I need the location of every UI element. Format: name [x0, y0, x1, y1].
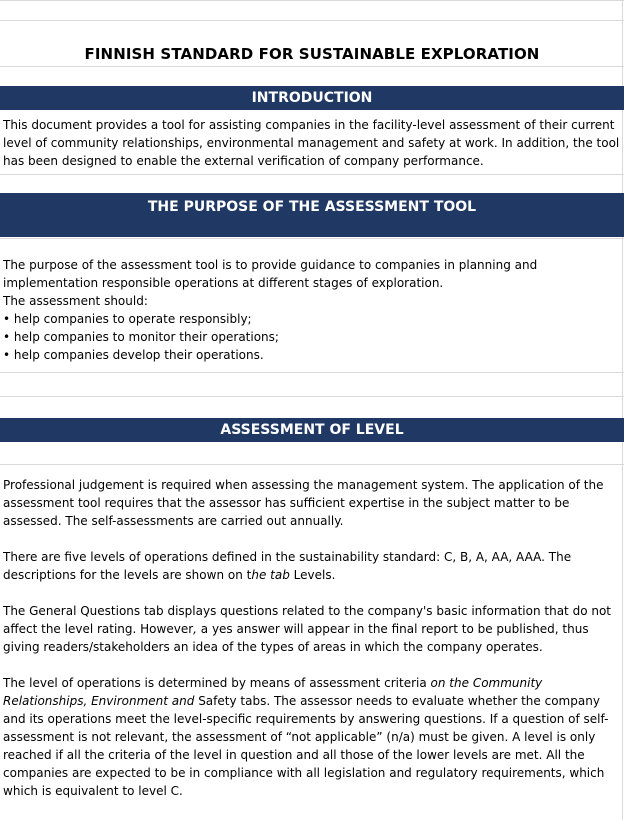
introduction-paragraph: This document provides a tool for assisting companies in the facility-level assessment of their current level of community relationships, environmental management and safety at work. In addition, the tool has been designed to enable the external verification of company performance. — [3, 118, 620, 168]
assessment-paragraph-4-italic: on the Community Relationships, Environment and — [3, 676, 543, 708]
assessment-paragraph-4 — [3, 674, 621, 800]
assessment-paragraph-2-italic: he tab — [251, 568, 290, 582]
assessment-paragraph-2-part: Levels. — [289, 568, 336, 582]
assessment-paragraph-3-italic: , — [193, 622, 197, 636]
document-title: FINNISH STANDARD FOR SUSTAINABLE EXPLORATION — [84, 45, 540, 63]
purpose-heading-text: THE PURPOSE OF THE ASSESSMENT TOOL — [147, 199, 477, 215]
introduction-heading-text: INTRODUCTION — [251, 90, 373, 106]
assessment-paragraph-3 — [3, 602, 621, 656]
purpose-heading — [0, 193, 624, 237]
assessment-heading — [0, 418, 624, 442]
assessment-text — [3, 476, 621, 800]
purpose-lead: The assessment should: — [3, 294, 148, 308]
assessment-paragraph-3-part: a yes answer will appear in the final report to be published, thus giving readers/stakeholders an idea of the types of areas in which the company operates. — [3, 622, 589, 654]
assessment-paragraph-4-part: Safety tabs. The assessor needs to evaluate whether the company and its operations meet the level-specific requirements by answering questions. If a question of self-assessment is not relevant, the assessment of “not applicable” (n/a) must be given. A level is only reached if all the criteria of the level in question and all those of the lower levels are met. All the companies are expected to be in compliance with all legislation and regulatory requirements, which which is equivalent to level C. — [3, 694, 609, 798]
assessment-heading-text: ASSESSMENT OF LEVEL — [220, 422, 404, 438]
introduction-heading — [0, 86, 624, 110]
row-divider — [0, 238, 624, 239]
assessment-paragraph-2 — [3, 548, 621, 584]
row-divider — [0, 66, 624, 67]
column-divider — [622, 0, 623, 820]
row-divider — [0, 396, 624, 397]
purpose-text — [3, 256, 621, 364]
purpose-bullet: • help companies develop their operations. — [3, 346, 621, 364]
assessment-paragraph-4-part: The level of operations is determined by means of assessment criteria — [3, 676, 431, 690]
row-divider — [0, 0, 624, 1]
row-divider — [0, 174, 624, 175]
row-divider — [0, 372, 624, 373]
assessment-paragraph-3-part: The General Questions tab displays questions related to the company's basic information that do not affect the level rating. However — [3, 604, 612, 636]
purpose-bullet: • help companies to operate responsibly; — [3, 310, 621, 328]
purpose-bullet: • help companies to monitor their operations; — [3, 328, 621, 346]
assessment-paragraph-2-part: There are five levels of operations defined in the sustainability standard: C, B, A, AA, AAA. The descriptions for the levels are shown on t — [3, 550, 572, 582]
assessment-paragraph-1: Professional judgement is required when assessing the management system. The application of the assessment tool requires that the assessor has sufficient expertise in the subject matter to be assessed. The self-assessments are carried out annually. — [3, 478, 604, 528]
purpose-intro: The purpose of the assessment tool is to provide guidance to companies in planning and implementation responsible operations at different stages of exploration. — [3, 258, 538, 290]
row-divider — [0, 464, 624, 465]
introduction-text — [3, 116, 621, 170]
row-divider — [0, 20, 624, 21]
